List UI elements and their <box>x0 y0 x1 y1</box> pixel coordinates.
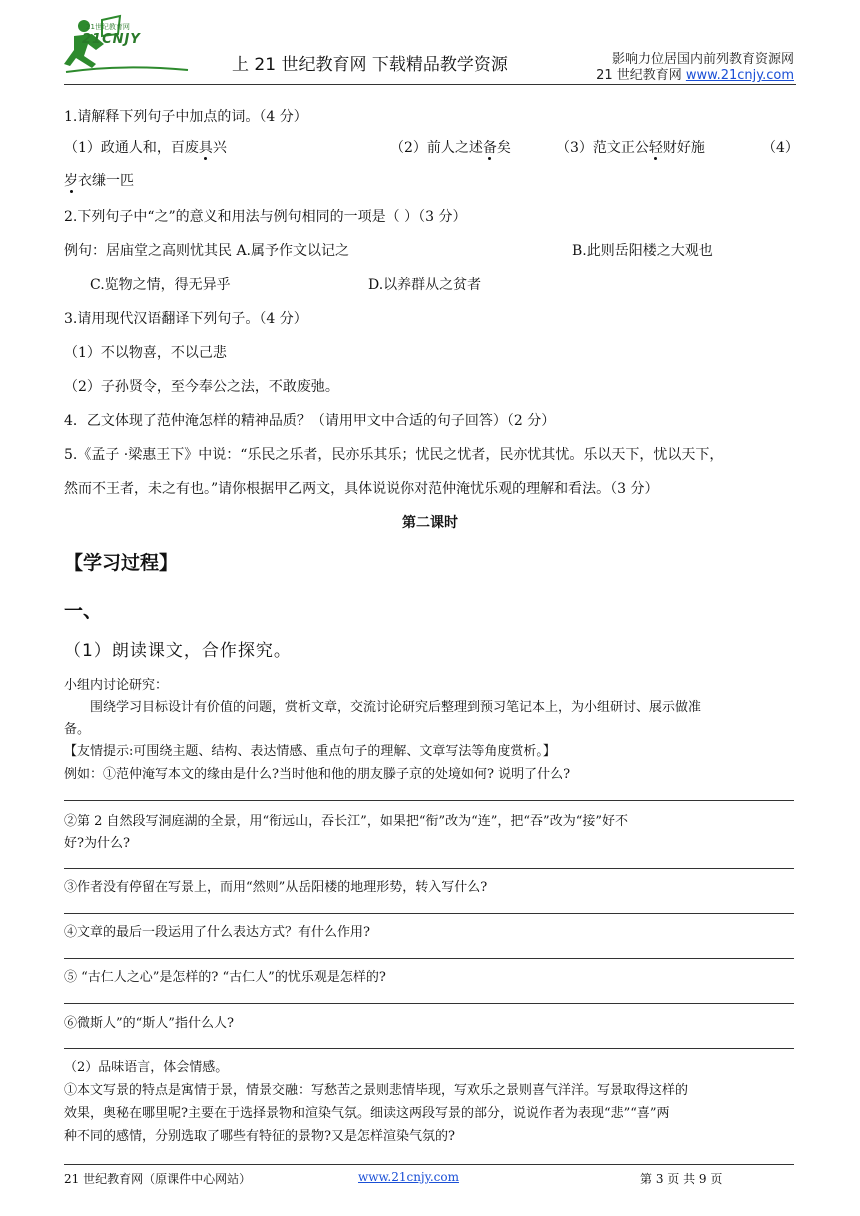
header-site <box>596 64 794 83</box>
language-para-3: 种不同的感情，分别选取了哪些有特征的景物?又是怎样渲染气氛的? <box>64 1129 455 1144</box>
header-site-prefix: 21 世纪教育网 <box>596 68 686 83</box>
q5-line-1: 5.《孟子 ·梁惠王下》中说：“乐民之乐者，民亦乐其乐；忧民之忧者，民亦忧其忧。乐以天下，忧以天下， <box>64 447 724 463</box>
q2-option-b: B.此则岳阳楼之大观也 <box>572 243 713 259</box>
answer-line-3 <box>64 913 794 914</box>
question-5: ⑤ “古仁人之心”是怎样的? “古仁人”的忧乐观是怎样的? <box>64 970 386 985</box>
question-2-line-2: 好?为什么? <box>64 836 130 851</box>
q1-item-1-post: 兴 <box>212 140 227 156</box>
header-slogan: 上 21 世纪教育网 下载精品教学资源 <box>232 55 508 75</box>
q1-item-4-dotted: 岁 <box>64 173 78 189</box>
q1-stem: 1.请解释下列句子中加点的词。（4 分） <box>64 109 308 125</box>
question-3: ③作者没有停留在写景上，而用“然则”从岳阳楼的地理形势，转入写什么? <box>64 880 488 895</box>
q1-item-3-pre: （3）范文正公 <box>556 140 649 156</box>
language-para-1: ①本文写景的特点是寓情于景，情景交融：写愁苦之景则悲情毕现，写欢乐之景则喜气洋洋。写景取得这样的 <box>64 1083 689 1098</box>
question-6: ⑥微斯人”的“斯人”指什么人? <box>64 1016 234 1031</box>
q3-sentence-1: （1）不以物喜，不以己悲 <box>64 345 227 361</box>
q1-item-1 <box>64 137 227 157</box>
answer-line-6 <box>64 1048 794 1049</box>
header-site-link[interactable]: www.21cnjy.com <box>685 68 794 83</box>
logo-small-text: 21世纪教育网 <box>86 23 130 31</box>
q1-item-3-post: 财好施 <box>662 140 705 156</box>
sub-heading-1: （1）朗读课文，合作探究。 <box>64 641 292 661</box>
footer-url <box>358 1170 459 1184</box>
q1-item-2 <box>390 137 511 157</box>
logo-big-text: 21CNJY <box>82 32 141 47</box>
q1-item-2-pre: （2）前人之述 <box>390 140 483 156</box>
footer-link[interactable]: www.21cnjy.com <box>358 1170 459 1184</box>
footer-divider <box>64 1164 794 1165</box>
q1-item-4-post: 衣缣一匹 <box>78 173 134 189</box>
footer-page-number: 第 3 页 共 9 页 <box>640 1172 723 1186</box>
answer-line-1 <box>64 800 794 801</box>
q2-option-c: C.览物之情，得无异乎 <box>90 277 231 293</box>
group-text-1: 围绕学习目标设计有价值的问题，赏析文章，交流讨论研究后整理到预习笔记本上，为小组研讨、展示做准 <box>90 700 702 715</box>
header-divider <box>64 84 796 85</box>
q1-item-4 <box>64 170 134 190</box>
answer-line-4 <box>64 958 794 959</box>
q2-option-d: D.以养群从之贫者 <box>368 277 482 293</box>
answer-line-5 <box>64 1003 794 1004</box>
part-one-heading: 一、 <box>64 600 103 622</box>
footer-site-name: 21 世纪教育网（原课件中心网站） <box>64 1172 252 1186</box>
q2-example: 例句：居庙堂之高则忧其民 A.属予作文以记之 <box>64 243 350 259</box>
q4-text: 4．乙文体现了范仲淹怎样的精神品质？（请用甲文中合适的句子回答）（2 分） <box>64 413 556 429</box>
q3-sentence-2: （2）子孙贤令，至今奉公之法，不敢废弛。 <box>64 379 339 395</box>
q5-line-2: 然而不王者，未之有也。”请你根据甲乙两文，具体说说你对范仲淹忧乐观的理解和看法。（3 分） <box>64 481 659 497</box>
group-label: 小组内讨论研究： <box>64 678 169 693</box>
q1-item-4-num: （4） <box>762 140 799 156</box>
question-2-line-1: ②第 2 自然段写洞庭湖的全景，用“衔远山，吞长江”，如果把“衔”改为“连”，把“吞”改为“接”好不 <box>64 814 628 829</box>
q1-item-1-dotted: 具 <box>198 140 213 156</box>
q1-item-2-post: 矣 <box>496 140 511 156</box>
sub-heading-2: （2）品味语言，体会情感。 <box>64 1060 229 1075</box>
group-text-2: 备。 <box>64 722 91 737</box>
section-title: 第二课时 <box>402 515 458 531</box>
q1-item-1-pre: （1）政通人和，百废 <box>64 140 199 156</box>
answer-line-2 <box>64 868 794 869</box>
example-question-1: 例如：①范仲淹写本文的缘由是什么?当时他和他的朋友滕子京的处境如何? 说明了什么? <box>64 767 571 782</box>
page-header <box>0 0 860 86</box>
header-tagline: 影响力位居国内前列教育资源网 <box>611 52 794 67</box>
q1-item-2-dotted: 备 <box>482 140 497 156</box>
language-para-2: 效果，奥秘在哪里呢?主要在于选择景物和渲染气氛。细读这两段写景的部分，说说作者为表现“悲”“喜”两 <box>64 1106 670 1121</box>
q1-item-3-dotted: 轻 <box>648 140 663 156</box>
q3-stem: 3.请用现代汉语翻译下列句子。（4 分） <box>64 311 308 327</box>
question-4: ④文章的最后一段运用了什么表达方式？有什么作用? <box>64 925 370 940</box>
tip-text: 【友情提示:可围绕主题、结构、表达情感、重点句子的理解、文章写法等角度赏析。】 <box>64 744 556 759</box>
q2-stem: 2.下列句子中“之”的意义和用法与例句相同的一项是（ ）（3 分） <box>64 209 467 225</box>
q1-item-3 <box>556 137 705 157</box>
learn-heading: 【学习过程】 <box>64 552 179 574</box>
